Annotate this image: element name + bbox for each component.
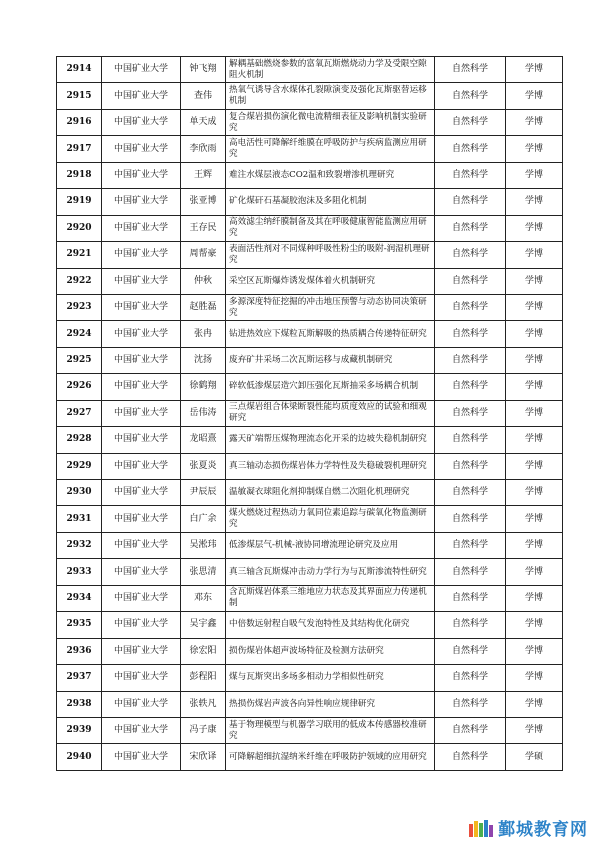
thesis-title-cell: 矿化煤矸石基凝胶泡沫及多阻化机制 [226,189,435,215]
person-name-cell: 王存民 [181,215,226,241]
person-name-cell: 徐鹤翔 [181,374,226,400]
row-id: 2931 [57,506,102,532]
thesis-title-cell: 基于物理模型与机器学习联用的低成本传感器校准研究 [226,717,435,743]
table-row [57,427,563,453]
thesis-title-cell: 碎软低渗煤层造穴卸压强化瓦斯抽采多场耦合机制 [226,374,435,400]
row-id: 2940 [57,744,102,770]
row-id: 2922 [57,268,102,294]
field-cell: 自然科学 [435,717,506,743]
thesis-title-cell: 难注水煤层液态CO2温和致裂增渗机理研究 [226,162,435,188]
table-body [57,57,563,771]
table-row [57,612,563,638]
row-id: 2927 [57,400,102,426]
row-id: 2920 [57,215,102,241]
person-name-cell: 张思清 [181,559,226,585]
row-id: 2914 [57,57,102,83]
thesis-title-cell: 热氧气诱导含水煤体孔裂隙演变及强化瓦斯驱替运移机制 [226,83,435,109]
degree-cell: 学博 [506,57,563,83]
document-page [56,56,548,771]
thesis-title-cell: 解耦基础燃烧参数的富氧瓦斯燃烧动力学及受限空隙阻火机制 [226,57,435,83]
field-cell: 自然科学 [435,612,506,638]
table-row [57,532,563,558]
thesis-title-cell: 温敏凝衣球阻化剂抑制煤自燃二次阻化机理研究 [226,480,435,506]
person-name-cell: 张轶凡 [181,691,226,717]
degree-cell: 学博 [506,506,563,532]
table-row [57,691,563,717]
degree-cell: 学博 [506,612,563,638]
degree-cell: 学博 [506,268,563,294]
university-cell: 中国矿业大学 [102,717,181,743]
table-row [57,215,563,241]
field-cell: 自然科学 [435,638,506,664]
field-cell: 自然科学 [435,57,506,83]
person-name-cell: 赵胜磊 [181,294,226,320]
field-cell: 自然科学 [435,189,506,215]
thesis-title-cell: 三点煤岩组合体梁断裂性能均质度效应的试验和细观研究 [226,400,435,426]
person-name-cell: 钟飞翔 [181,57,226,83]
university-cell: 中国矿业大学 [102,136,181,162]
row-id: 2925 [57,347,102,373]
table-row [57,162,563,188]
table-row [57,189,563,215]
field-cell: 自然科学 [435,242,506,268]
row-id: 2918 [57,162,102,188]
field-cell: 自然科学 [435,559,506,585]
table-row [57,585,563,611]
field-cell: 自然科学 [435,162,506,188]
thesis-title-cell: 损伤煤岩体超声波场特征及检测方法研究 [226,638,435,664]
award-list-table [56,56,563,771]
field-cell: 自然科学 [435,268,506,294]
row-id: 2934 [57,585,102,611]
table-row [57,57,563,83]
person-name-cell: 吴淞玮 [181,532,226,558]
degree-cell: 学博 [506,162,563,188]
person-name-cell: 岳伟涛 [181,400,226,426]
table-row [57,136,563,162]
table-row [57,294,563,320]
university-cell: 中国矿业大学 [102,665,181,691]
person-name-cell: 张亚博 [181,189,226,215]
row-id: 2917 [57,136,102,162]
degree-cell: 学博 [506,347,563,373]
row-id: 2939 [57,717,102,743]
thesis-title-cell: 真三轴动态损伤煤岩体力学特性及失稳破裂机理研究 [226,453,435,479]
field-cell: 自然科学 [435,744,506,770]
field-cell: 自然科学 [435,215,506,241]
university-cell: 中国矿业大学 [102,83,181,109]
degree-cell: 学博 [506,374,563,400]
person-name-cell: 张夏炎 [181,453,226,479]
thesis-title-cell: 采空区瓦斯爆炸诱发煤体着火机制研究 [226,268,435,294]
university-cell: 中国矿业大学 [102,427,181,453]
person-name-cell: 吴宇鑫 [181,612,226,638]
table-row [57,268,563,294]
university-cell: 中国矿业大学 [102,215,181,241]
university-cell: 中国矿业大学 [102,242,181,268]
degree-cell: 学博 [506,717,563,743]
row-id: 2936 [57,638,102,664]
person-name-cell: 龙昭熹 [181,427,226,453]
row-id: 2916 [57,109,102,135]
person-name-cell: 冯子康 [181,717,226,743]
university-cell: 中国矿业大学 [102,162,181,188]
field-cell: 自然科学 [435,321,506,347]
thesis-title-cell: 废弃矿井采场二次瓦斯运移与成藏机制研究 [226,347,435,373]
degree-cell: 学博 [506,559,563,585]
university-cell: 中国矿业大学 [102,559,181,585]
person-name-cell: 单天成 [181,109,226,135]
degree-cell: 学博 [506,532,563,558]
field-cell: 自然科学 [435,374,506,400]
table-row [57,453,563,479]
university-cell: 中国矿业大学 [102,744,181,770]
field-cell: 自然科学 [435,347,506,373]
row-id: 2929 [57,453,102,479]
person-name-cell: 徐宏阳 [181,638,226,664]
person-name-cell: 周帮豪 [181,242,226,268]
thesis-title-cell: 中倍数远射程自吸气发泡特性及其结构优化研究 [226,612,435,638]
degree-cell: 学博 [506,480,563,506]
table-row [57,665,563,691]
degree-cell: 学博 [506,294,563,320]
field-cell: 自然科学 [435,109,506,135]
university-cell: 中国矿业大学 [102,585,181,611]
field-cell: 自然科学 [435,427,506,453]
watermark [468,815,588,840]
person-name-cell: 仲秋 [181,268,226,294]
row-id: 2928 [57,427,102,453]
table-row [57,400,563,426]
university-cell: 中国矿业大学 [102,294,181,320]
field-cell: 自然科学 [435,136,506,162]
field-cell: 自然科学 [435,480,506,506]
field-cell: 自然科学 [435,506,506,532]
person-name-cell: 李欣雨 [181,136,226,162]
field-cell: 自然科学 [435,585,506,611]
person-name-cell: 白广余 [181,506,226,532]
university-cell: 中国矿业大学 [102,612,181,638]
thesis-title-cell: 煤与瓦斯突出多场多相动力学相似性研究 [226,665,435,691]
thesis-title-cell: 高效滤尘纳纤膜制备及其在呼吸健康智能监测应用研究 [226,215,435,241]
table-row [57,506,563,532]
degree-cell: 学博 [506,321,563,347]
degree-cell: 学硕 [506,744,563,770]
table-row [57,109,563,135]
person-name-cell: 张冉 [181,321,226,347]
row-id: 2933 [57,559,102,585]
thesis-title-cell: 可降解超细抗湿纳米纤维在呼吸防护领域的应用研究 [226,744,435,770]
thesis-title-cell: 钻进热效应下煤粒瓦斯解吸的热质耦合传递特征研究 [226,321,435,347]
row-id: 2935 [57,612,102,638]
thesis-title-cell: 多源深度特征挖掘的冲击地压预警与动态协同决策研究 [226,294,435,320]
row-id: 2930 [57,480,102,506]
university-cell: 中国矿业大学 [102,189,181,215]
row-id: 2921 [57,242,102,268]
table-row [57,744,563,770]
university-cell: 中国矿业大学 [102,453,181,479]
row-id: 2924 [57,321,102,347]
thesis-title-cell: 复合煤岩损伤演化微电流精细表征及影响机制实验研究 [226,109,435,135]
degree-cell: 学博 [506,665,563,691]
university-cell: 中国矿业大学 [102,532,181,558]
person-name-cell: 宋欣译 [181,744,226,770]
person-name-cell: 彭程阳 [181,665,226,691]
row-id: 2932 [57,532,102,558]
university-cell: 中国矿业大学 [102,109,181,135]
university-cell: 中国矿业大学 [102,506,181,532]
table-row [57,717,563,743]
thesis-title-cell: 真三轴含瓦斯煤冲击动力学行为与瓦斯渗流特性研究 [226,559,435,585]
watermark-text: 鄞城教育网 [498,820,588,840]
thesis-title-cell: 露天矿端帮压煤物理流态化开采的边坡失稳机制研究 [226,427,435,453]
row-id: 2915 [57,83,102,109]
university-cell: 中国矿业大学 [102,374,181,400]
thesis-title-cell: 热损伤煤岩声波各向异性响应规律研究 [226,691,435,717]
person-name-cell: 邓东 [181,585,226,611]
table-row [57,321,563,347]
university-cell: 中国矿业大学 [102,480,181,506]
table-row [57,83,563,109]
degree-cell: 学博 [506,189,563,215]
row-id: 2919 [57,189,102,215]
table-row [57,347,563,373]
thesis-title-cell: 表面活性剂对不同煤种呼吸性粉尘的吸附-润湿机理研究 [226,242,435,268]
degree-cell: 学博 [506,215,563,241]
table-row [57,559,563,585]
degree-cell: 学博 [506,136,563,162]
degree-cell: 学博 [506,83,563,109]
thesis-title-cell: 高电活性可降解纤维膜在呼吸防护与疾病监测应用研究 [226,136,435,162]
table-row [57,480,563,506]
university-cell: 中国矿业大学 [102,268,181,294]
table-row [57,242,563,268]
degree-cell: 学博 [506,242,563,268]
person-name-cell: 尹辰辰 [181,480,226,506]
degree-cell: 学博 [506,109,563,135]
field-cell: 自然科学 [435,665,506,691]
degree-cell: 学博 [506,691,563,717]
row-id: 2926 [57,374,102,400]
field-cell: 自然科学 [435,400,506,426]
university-cell: 中国矿业大学 [102,57,181,83]
row-id: 2923 [57,294,102,320]
degree-cell: 学博 [506,400,563,426]
university-cell: 中国矿业大学 [102,638,181,664]
person-name-cell: 沈扬 [181,347,226,373]
field-cell: 自然科学 [435,691,506,717]
row-id: 2937 [57,665,102,691]
field-cell: 自然科学 [435,532,506,558]
field-cell: 自然科学 [435,453,506,479]
university-cell: 中国矿业大学 [102,400,181,426]
person-name-cell: 王辉 [181,162,226,188]
row-id: 2938 [57,691,102,717]
university-cell: 中国矿业大学 [102,321,181,347]
university-cell: 中国矿业大学 [102,691,181,717]
person-name-cell: 查伟 [181,83,226,109]
degree-cell: 学博 [506,453,563,479]
field-cell: 自然科学 [435,294,506,320]
field-cell: 自然科学 [435,83,506,109]
books-icon [468,818,494,838]
table-row [57,374,563,400]
university-cell: 中国矿业大学 [102,347,181,373]
table-row [57,638,563,664]
thesis-title-cell: 低渗煤层气-机械-液协同增流理论研究及应用 [226,532,435,558]
thesis-title-cell: 煤火燃烧过程热动力氧同位素追踪与碳氧化物监测研究 [226,506,435,532]
degree-cell: 学博 [506,427,563,453]
thesis-title-cell: 含瓦斯煤岩体系三维地应力状态及其界面应力传递机制 [226,585,435,611]
degree-cell: 学博 [506,638,563,664]
degree-cell: 学博 [506,585,563,611]
